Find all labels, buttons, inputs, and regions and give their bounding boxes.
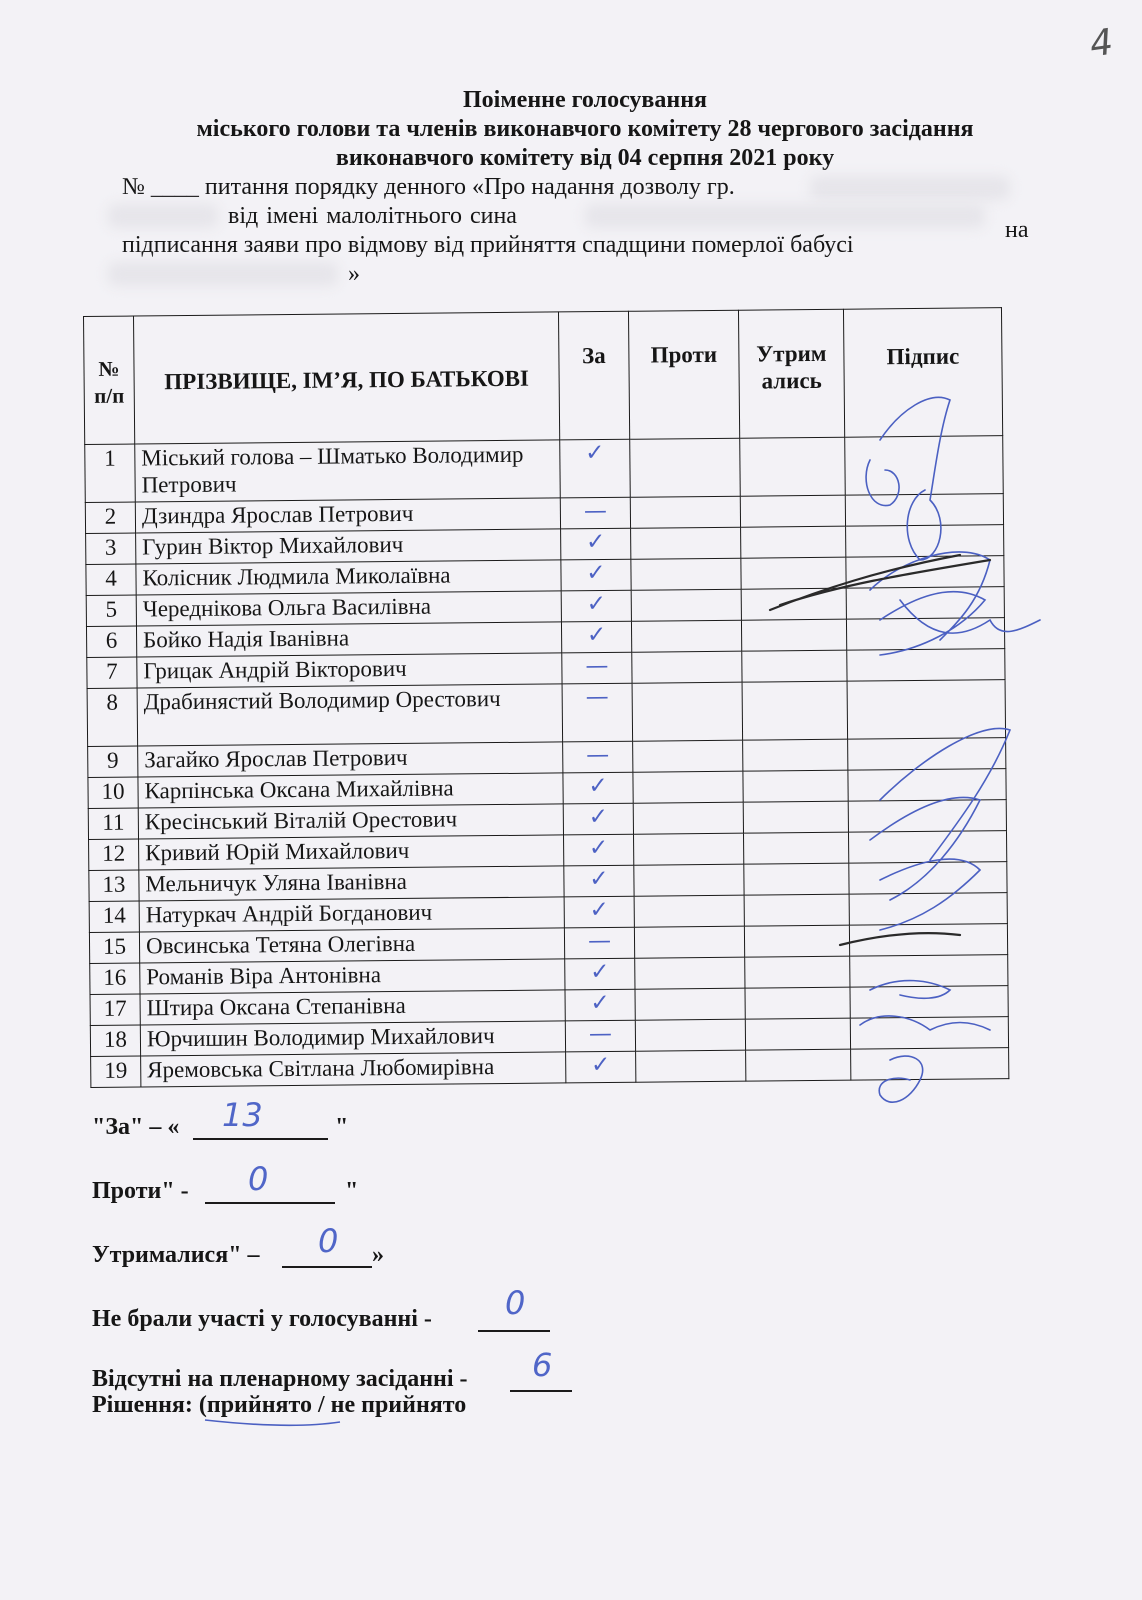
summary-against-underline xyxy=(205,1172,335,1204)
member-name: Гурин Віктор Михайлович xyxy=(136,529,561,564)
vote-for-mark: ✓ xyxy=(561,528,631,560)
question-line-2: від імені малолітнього сина xyxy=(228,203,517,229)
header-against: Проти xyxy=(628,310,739,439)
member-name: Дзиндра Ярослав Петрович xyxy=(135,498,560,533)
header-for: За xyxy=(558,311,629,440)
row-number: 8 xyxy=(87,688,138,746)
vote-for-mark: ✓ xyxy=(565,989,635,1021)
document-title: Поіменне голосування xyxy=(462,87,708,113)
summary-against-label: Проти" - xyxy=(92,1178,189,1204)
row-number: 12 xyxy=(89,839,139,870)
vote-for-mark: ✓ xyxy=(563,803,633,835)
vote-for-mark: — xyxy=(560,497,630,529)
member-name: Яремовська Світлана Любомирівна xyxy=(141,1052,566,1087)
member-name: Карпінська Оксана Михайлівна xyxy=(138,773,563,808)
row-number: 16 xyxy=(90,963,140,994)
vote-for-mark: — xyxy=(563,741,633,773)
signature-3-6 xyxy=(870,552,1040,655)
summary-against-value: 0 xyxy=(248,1160,269,1198)
vote-for-mark: ✓ xyxy=(564,896,634,928)
summary-abstain-value: 0 xyxy=(318,1222,339,1260)
signature-17 xyxy=(860,1016,990,1030)
summary-abstain-end: » xyxy=(372,1242,384,1268)
member-name: Драбинястий Володимир Орестович xyxy=(137,684,563,746)
vote-for-mark: ✓ xyxy=(561,621,631,653)
vote-for-mark: — xyxy=(564,927,634,959)
member-name: Кресінський Віталій Орестович xyxy=(138,804,563,839)
row-number: 5 xyxy=(86,595,136,626)
member-name: Загайко Ярослав Петрович xyxy=(138,742,563,777)
header-abstain: Утрим ались xyxy=(738,309,844,438)
signature-16 xyxy=(870,981,950,999)
decision-line: Рішення: (прийнято / не прийнято xyxy=(92,1392,467,1418)
signature-18-19 xyxy=(879,1056,922,1102)
summary-absent-label: Відсутні на пленарному засіданні - xyxy=(92,1366,468,1392)
summary-for-value: 13 xyxy=(222,1096,263,1134)
member-name: Череднікова Ольга Василівна xyxy=(136,591,561,626)
member-name: Юрчишин Володимир Михайлович xyxy=(140,1021,565,1056)
row-number: 13 xyxy=(89,870,139,901)
signature-9-14 xyxy=(870,728,1010,930)
decision-underline xyxy=(205,1420,340,1425)
member-name: Міський голова – Шматько Володимир Петрович xyxy=(135,440,561,502)
member-name: Овсинська Тетяна Олегівна xyxy=(139,928,564,963)
page-number: 4 xyxy=(1087,21,1116,66)
question-line-4: » xyxy=(348,261,360,287)
row-number: 9 xyxy=(88,746,138,777)
summary-against-end: " xyxy=(345,1178,359,1204)
question-line-3: підписання заяви про відмову від прийняття спадщини померлої бабусі xyxy=(122,232,854,258)
summary-for-end: " xyxy=(335,1114,349,1140)
member-name: Мельничук Уляна Іванівна xyxy=(139,866,564,901)
row-number: 2 xyxy=(85,502,135,533)
signature-black-15 xyxy=(840,933,960,945)
vote-for-mark: — xyxy=(562,652,632,684)
header-name: ПРІЗВИЩЕ, ІМ’Я, ПО БАТЬКОВІ xyxy=(134,312,560,444)
document-date-line: виконавчого комітету від 04 серпня 2021 року xyxy=(335,145,835,171)
document-subtitle: міського голови та членів виконавчого комітету 28 чергового засідання xyxy=(196,116,974,142)
member-name: Бойко Надія Іванівна xyxy=(136,622,561,657)
vote-for-mark: — xyxy=(565,1020,635,1052)
row-number: 17 xyxy=(90,994,140,1025)
summary-not-voted-label: Не брали участі у голосуванні - xyxy=(92,1306,432,1332)
row-number: 3 xyxy=(86,533,136,564)
question-line-1: № ____ питання порядку денного «Про надання дозволу гр. xyxy=(122,174,735,200)
vote-for-mark: — xyxy=(562,683,633,742)
member-name: Грицак Андрій Вікторович xyxy=(137,653,562,688)
vote-for-mark: ✓ xyxy=(565,958,635,990)
row-number: 15 xyxy=(89,932,139,963)
summary-absent-value: 6 xyxy=(532,1346,553,1384)
row-number: 10 xyxy=(88,777,138,808)
row-number: 1 xyxy=(85,444,136,502)
row-number: 18 xyxy=(90,1025,140,1056)
vote-for-mark: ✓ xyxy=(563,772,633,804)
vote-for-mark: ✓ xyxy=(564,834,634,866)
member-name: Штира Оксана Степанівна xyxy=(140,990,565,1025)
row-number: 19 xyxy=(91,1056,141,1087)
member-name: Романів Віра Антонівна xyxy=(140,959,565,994)
header-signature: Підпис xyxy=(843,308,1002,438)
vote-for-mark: ✓ xyxy=(566,1051,636,1083)
summary-not-voted-value: 0 xyxy=(505,1284,526,1322)
signature-1 xyxy=(866,397,950,560)
summary-abstain-label: Утрималися" – xyxy=(92,1242,260,1268)
vote-for-mark: ✓ xyxy=(561,559,631,591)
row-number: 11 xyxy=(88,808,138,839)
member-name: Натуркач Андрій Богданович xyxy=(139,897,564,932)
member-name: Колісник Людмила Миколаївна xyxy=(136,560,561,595)
row-number: 14 xyxy=(89,901,139,932)
vote-for-mark: ✓ xyxy=(560,439,631,498)
vote-for-mark: ✓ xyxy=(564,865,634,897)
header-num: № п/п xyxy=(84,316,135,444)
question-line-2-end: на xyxy=(1005,217,1029,243)
row-number: 7 xyxy=(87,657,137,688)
summary-for-label: "За" – « xyxy=(92,1114,180,1140)
row-number: 4 xyxy=(86,564,136,595)
row-number: 6 xyxy=(86,626,136,657)
member-name: Кривий Юрій Михайлович xyxy=(139,835,564,870)
vote-for-mark: ✓ xyxy=(561,590,631,622)
signature-black-4 xyxy=(770,555,990,610)
